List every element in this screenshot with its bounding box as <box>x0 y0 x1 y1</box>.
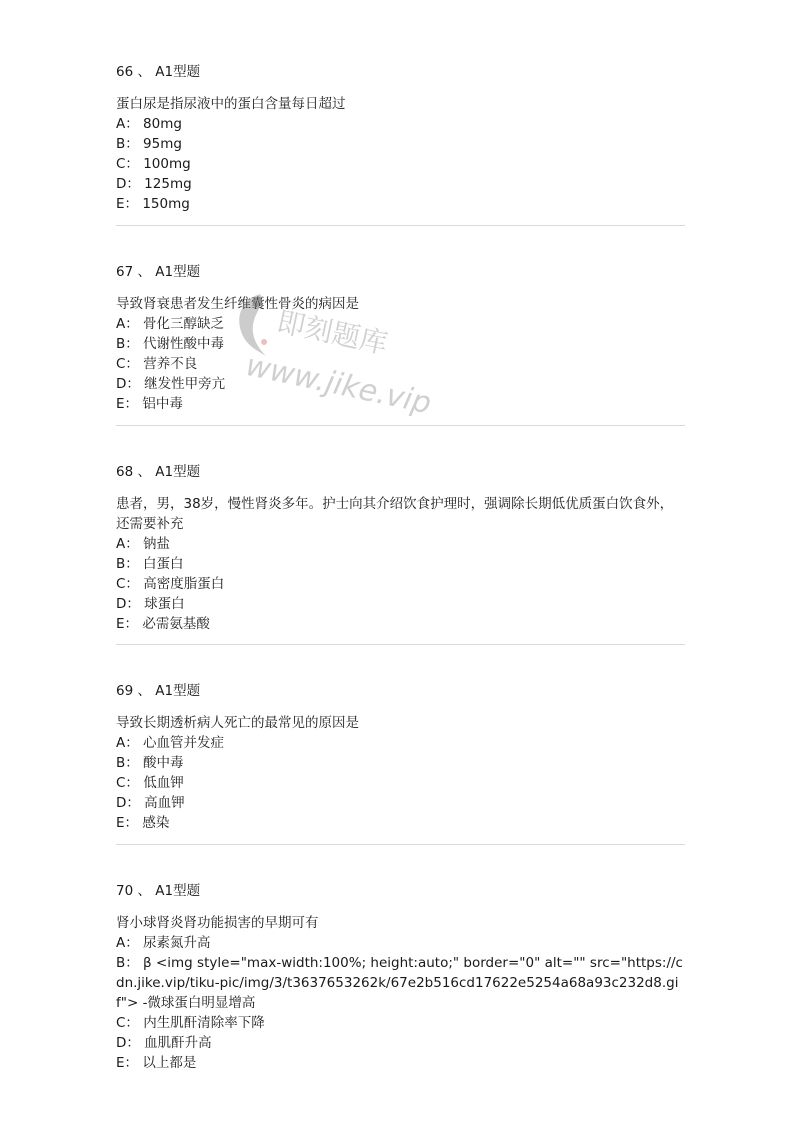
question-stem: 肾小球肾炎肾功能损害的早期可有 <box>116 915 319 931</box>
option-c: C： 低血钾 <box>116 775 184 791</box>
question-header: 66 、 A1型题 <box>116 64 201 80</box>
question-divider <box>116 425 685 426</box>
option-a: A： 骨化三醇缺乏 <box>116 316 225 332</box>
question-66 <box>116 62 686 214</box>
option-d: D： 球蛋白 <box>116 596 185 612</box>
option-c: C： 内生肌酐清除率下降 <box>116 1015 265 1031</box>
option-a: A： 心血管并发症 <box>116 735 225 751</box>
question-70 <box>116 881 686 1073</box>
option-c: C： 高密度脂蛋白 <box>116 576 225 592</box>
question-stem: 导致长期透析病人死亡的最常见的原因是 <box>116 715 359 731</box>
question-divider <box>116 225 685 226</box>
option-b: B： β <img style="max-width:100%; height:auto;" border="0" alt="" src="https://cdn.jike.vip/tiku-pic/img/3/t3637653262k/67e2b516cd17622e5254a68a93c232d8.gif"> -微球蛋白明显增高 <box>116 955 683 1011</box>
option-d: D： 继发性甲旁亢 <box>116 376 226 392</box>
question-stem: 患者，男，38岁，慢性肾炎多年。护士向其介绍饮食护理时，强调除长期低优质蛋白饮食外，还需要补充 <box>116 496 674 532</box>
question-header: 67 、 A1型题 <box>116 264 201 280</box>
option-e: E： 以上都是 <box>116 1055 197 1071</box>
option-e: E： 铝中毒 <box>116 396 183 412</box>
option-c: C： 100mg <box>116 156 191 172</box>
question-69 <box>116 681 686 833</box>
question-header: 70 、 A1型题 <box>116 883 201 899</box>
option-e: E： 感染 <box>116 815 170 831</box>
question-stem: 导致肾衰患者发生纤维囊性骨炎的病因是 <box>116 296 359 312</box>
watermark-url: www.jike.vip <box>242 348 435 422</box>
question-header: 68 、 A1型题 <box>116 464 201 480</box>
option-d: D： 高血钾 <box>116 795 185 811</box>
option-b: B： 酸中毒 <box>116 755 184 771</box>
option-b: B： 白蛋白 <box>116 556 184 572</box>
option-d: D： 125mg <box>116 176 192 192</box>
option-a: A： 钠盐 <box>116 536 171 552</box>
question-header: 69 、 A1型题 <box>116 683 201 699</box>
question-68 <box>116 462 686 634</box>
question-stem: 蛋白尿是指尿液中的蛋白含量每日超过 <box>116 96 346 112</box>
question-divider <box>116 644 685 645</box>
option-b: B： 95mg <box>116 136 182 152</box>
option-e: E： 必需氨基酸 <box>116 616 210 632</box>
option-e: E： 150mg <box>116 196 190 212</box>
watermark-brand: 即刻题库 <box>274 304 391 361</box>
question-divider <box>116 844 685 845</box>
option-a: A： 尿素氮升高 <box>116 935 211 951</box>
option-b: B： 代谢性酸中毒 <box>116 336 225 352</box>
option-c: C： 营养不良 <box>116 356 198 372</box>
option-d: D： 血肌酐升高 <box>116 1035 212 1051</box>
question-67 <box>116 262 686 414</box>
option-a: A： 80mg <box>116 116 182 132</box>
